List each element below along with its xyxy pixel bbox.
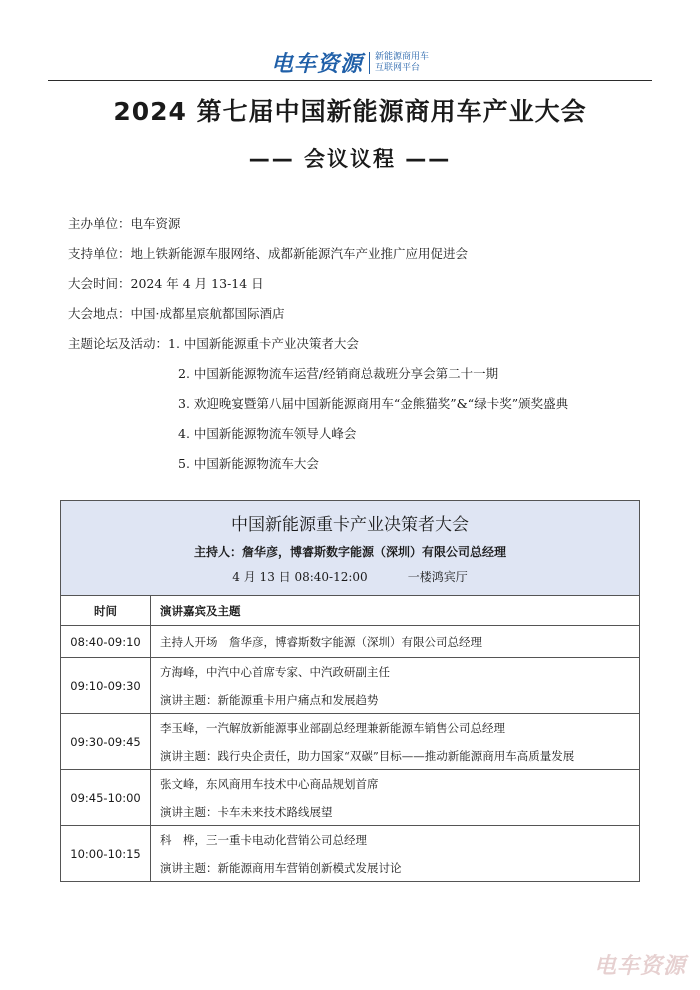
info-organizer: 主办单位：电车资源 — [68, 216, 181, 231]
table-column-header — [61, 596, 639, 626]
header-logo — [0, 47, 700, 78]
row-content — [151, 714, 639, 769]
row-content — [151, 826, 639, 882]
table-row — [61, 714, 639, 770]
agenda-table-header — [61, 501, 639, 596]
topic-item — [68, 334, 688, 364]
agenda-date: 4 月 13 日 08:40-12:00 — [232, 570, 368, 584]
row-speaker: 方海峰，中汽中心首席专家、中汽政研副主任 — [160, 665, 390, 679]
logo-tagline-line2: 互联网平台 — [375, 62, 421, 73]
row-speaker: 主持人开场 詹华彦，博睿斯数字能源（深圳）有限公司总经理 — [160, 634, 482, 649]
topic-item: 3. 欢迎晚宴暨第八届中国新能源商用车“金熊猫奖”&“绿卡奖”颁奖盛典 — [178, 396, 569, 411]
info-date: 大会时间：2024 年 4 月 13-14 日 — [68, 276, 264, 291]
row-topic: 演讲主题：卡车未来技术路线展望 — [160, 805, 333, 819]
topic-item: 2. 中国新能源物流车运营/经销商总裁班分享会第二十一期 — [178, 366, 499, 381]
row-speaker: 李玉峰，一汽解放新能源事业部副总经理兼新能源车销售公司总经理 — [160, 721, 505, 735]
column-content-header: 演讲嘉宾及主题 — [160, 603, 241, 618]
document-subtitle: —— 会议议程 —— — [248, 147, 452, 171]
row-time: 09:10-09:30 — [61, 658, 151, 713]
row-content — [151, 658, 639, 713]
row-topic: 演讲主题：新能源商用车营销创新模式发展讨论 — [160, 861, 402, 875]
conference-info — [68, 214, 688, 484]
row-time: 09:30-09:45 — [61, 714, 151, 769]
row-topic: 演讲主题：践行央企责任，助力国家“双碳”目标——推动新能源商用车高质量发展 — [160, 749, 575, 763]
table-row — [61, 658, 639, 714]
agenda-title: 中国新能源重卡产业决策者大会 — [231, 515, 469, 535]
watermark-logo: 电车资源 — [593, 954, 686, 979]
header-divider — [48, 80, 652, 81]
document-title: 2024 第七届中国新能源商用车产业大会 — [113, 97, 587, 126]
topic-text: 1. 中国新能源重卡产业决策者大会 — [168, 336, 359, 351]
table-row — [61, 770, 639, 826]
info-supporters: 支持单位：地上铁新能源车服网络、成都新能源汽车产业推广应用促进会 — [68, 246, 469, 261]
agenda-venue: 一楼鸿宾厅 — [407, 570, 468, 584]
row-time: 10:00-10:15 — [61, 826, 151, 882]
topics-label: 主题论坛及活动： — [68, 336, 169, 351]
topic-item: 5. 中国新能源物流车大会 — [178, 456, 319, 471]
logo-text: 电车资源 — [270, 52, 363, 77]
row-topic: 演讲主题：新能源重卡用户痛点和发展趋势 — [160, 693, 379, 707]
info-venue: 大会地点：中国·成都星宸航都国际酒店 — [68, 306, 285, 321]
row-speaker: 科 桦，三一重卡电动化营销公司总经理 — [160, 833, 367, 847]
row-time: 09:45-10:00 — [61, 770, 151, 825]
row-content — [151, 770, 639, 825]
row-time: 08:40-09:10 — [61, 626, 151, 657]
topic-item: 4. 中国新能源物流车领导人峰会 — [178, 426, 357, 441]
agenda-host: 主持人：詹华彦，博睿斯数字能源（深圳）有限公司总经理 — [193, 545, 506, 559]
table-row — [61, 826, 639, 882]
column-time-header: 时间 — [61, 596, 151, 625]
logo-tagline-line1: 新能源商用车 — [375, 51, 430, 62]
table-row — [61, 626, 639, 658]
agenda-table — [60, 500, 640, 882]
logo-tagline — [369, 52, 429, 74]
row-speaker: 张文峰，东风商用车技术中心商品规划首席 — [160, 777, 379, 791]
agenda-schedule — [61, 565, 639, 589]
